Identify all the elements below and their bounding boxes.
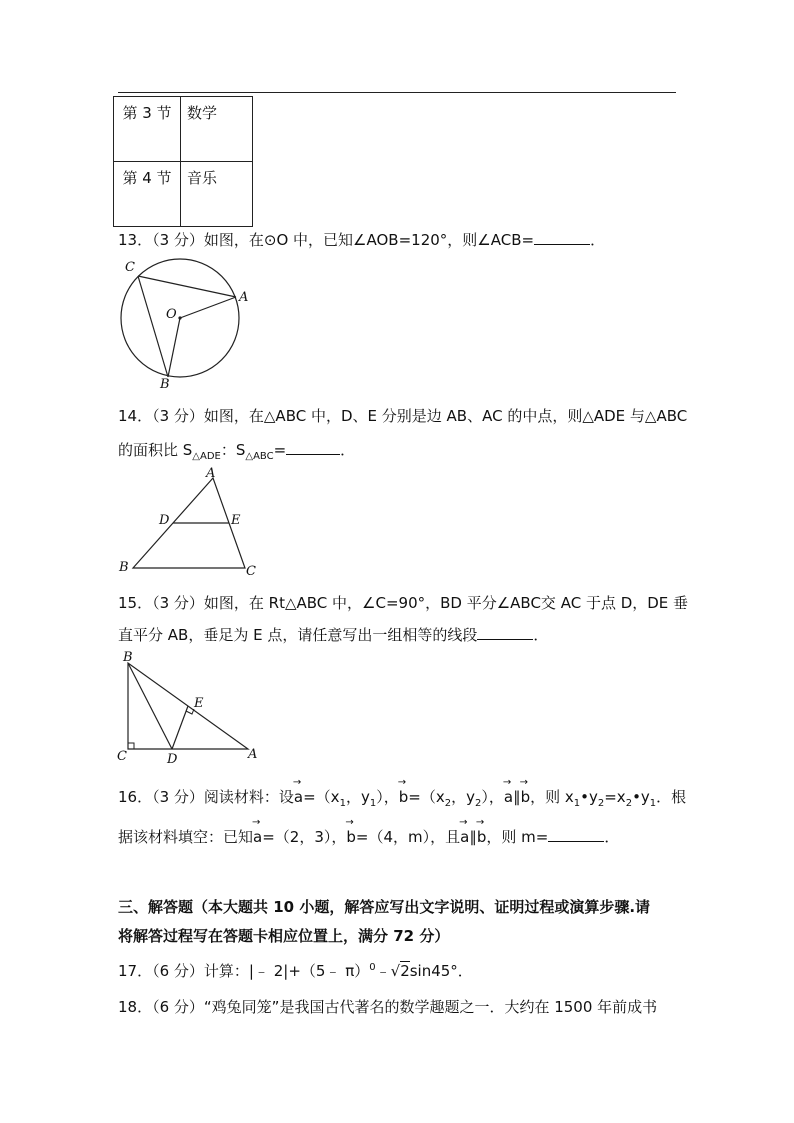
subject-cell: 音乐 (181, 162, 253, 227)
vector-b: → b (521, 788, 531, 806)
answer-blank (534, 230, 590, 245)
label-o: O (166, 307, 177, 322)
header-rule (118, 92, 676, 93)
label-c: C (125, 260, 135, 275)
question-13: 13．（3 分）如图，在⊙O 中，已知∠AOB=120°，则∠ACB= ． (118, 231, 606, 249)
label-a: A (239, 290, 249, 305)
segment-oa (180, 297, 236, 318)
period-cell: 第 3 节 (114, 97, 181, 162)
label-a: A (248, 747, 258, 762)
section-heading-line1: 三、解答题（本大题共 10 小题，解答应写出文字说明、证明过程或演算步骤.请 (118, 898, 651, 916)
segment-de (172, 706, 188, 749)
figure-right-triangle (112, 648, 262, 768)
vector-b: → b (477, 828, 487, 846)
vector-a: → a (460, 828, 469, 846)
question-16-line1: 16．（3 分）阅读材料：设→ $a=(x_1$，$y_1$），→ $b=(x_2$，$y_2$），→ a∥→ b，则 $x_1•y_2=x_2•y_1$．根 (118, 786, 686, 809)
segment-bd (128, 663, 172, 749)
question-15-line2: 直平分 AB，垂足为 E 点，请任意写出一组相等的线段 ． (118, 626, 549, 644)
segment-ca (138, 276, 236, 297)
figure-circle (110, 256, 250, 392)
label-b: B (119, 560, 129, 575)
center-point (178, 316, 181, 319)
answer-blank (286, 440, 340, 455)
label-c: C (246, 564, 256, 578)
label-e: E (194, 696, 204, 711)
schedule-table (113, 96, 253, 227)
section-heading-line2: 将解答过程写在答题卡相应位置上，满分 72 分） (118, 927, 450, 945)
table-row (114, 162, 253, 227)
vector-a: → a (294, 788, 303, 806)
sqrt-icon: √ (390, 962, 401, 980)
label-d: D (167, 752, 178, 767)
figure-triangle-abc (115, 466, 265, 578)
vector-b: → b (399, 788, 409, 806)
question-15-line1: 15．（3 分）如图，在 Rt△ABC 中，∠C=90°，BD 平分∠ABC交 AC 于点 D，DE 垂 (118, 594, 689, 612)
period-cell: 第 4 节 (114, 162, 181, 227)
question-14-line1: 14．（3 分）如图，在△ABC 中，D、E 分别是边 AB、AC 的中点，则△ADE 与△ABC (118, 407, 688, 425)
label-c: C (117, 749, 127, 764)
vector-b: → b (346, 828, 356, 846)
label-b: B (160, 377, 170, 392)
question-14-line2: 的面积比 $S_{\triangle ADE}$：$S_{\triangle ABC}=$ ． (118, 441, 356, 462)
segment-cb (138, 276, 168, 377)
subject-cell: 数学 (181, 97, 253, 162)
label-b: B (123, 650, 133, 665)
label-e: E (231, 513, 241, 528)
question-18: 18．（6 分）“鸡兔同笼”是我国古代著名的数学趣题之一．大约在 1500 年前成书 (118, 998, 658, 1016)
answer-blank (548, 827, 604, 842)
right-angle-c (128, 743, 134, 749)
label-a: A (206, 466, 216, 481)
segment-ob (168, 318, 180, 377)
question-17: 17．（6 分）计算：|﹣ 2|+（5﹣ π）$^0$﹣√2sin45°． (118, 962, 473, 980)
answer-blank (477, 625, 533, 640)
table-row (114, 97, 253, 162)
label-d: D (159, 513, 170, 528)
question-16-line2: 据该材料填空：已知→ a=（2，3），→ b=（4，m），且→ a∥→ b，则 m= ． (118, 826, 619, 847)
vector-a: → a (504, 788, 513, 806)
vector-a: → a (253, 828, 262, 846)
